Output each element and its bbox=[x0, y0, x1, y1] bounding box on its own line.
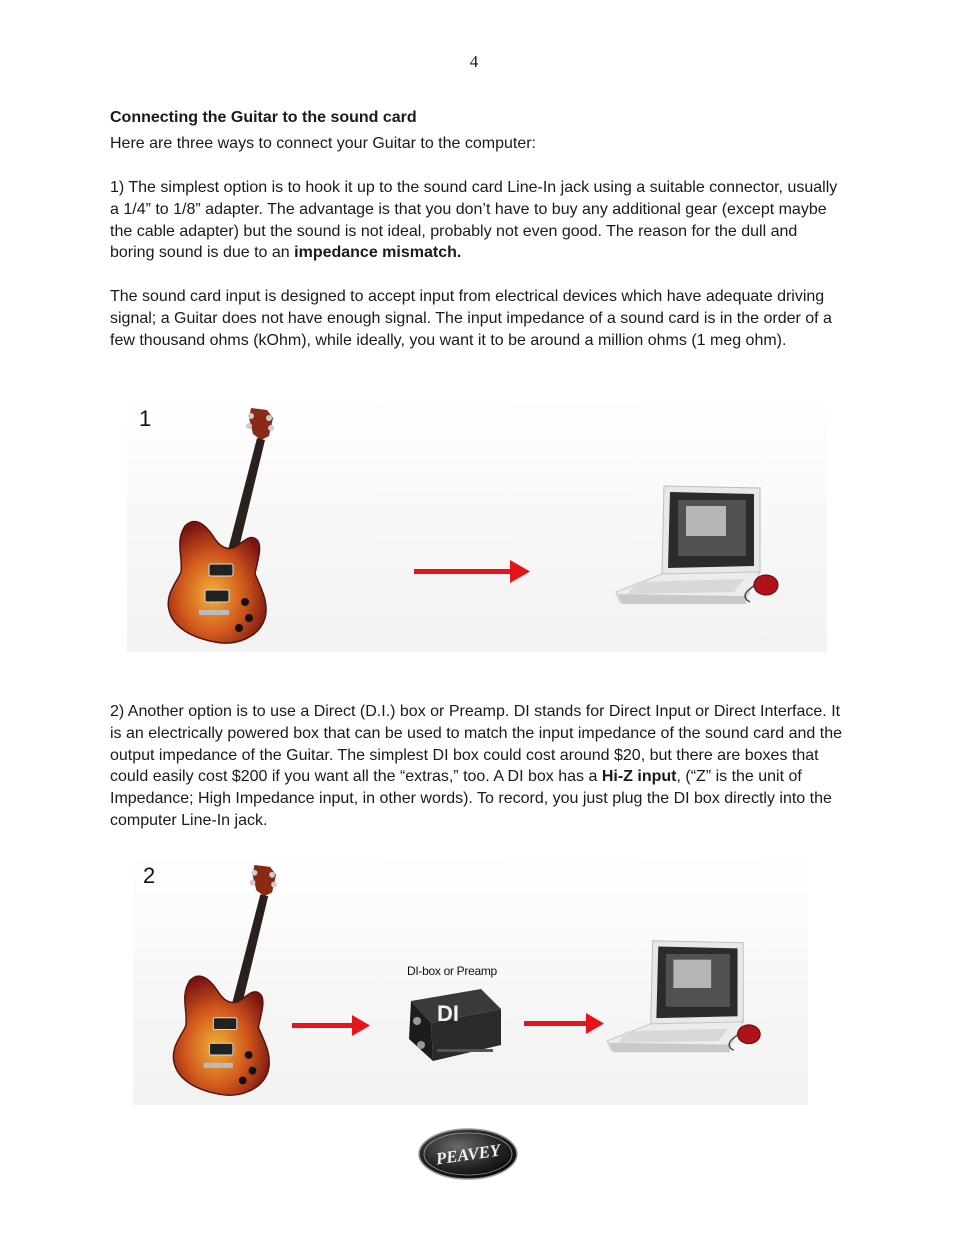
paragraph-impedance: The sound card input is designed to accept input from electrical devices which have adequate driving signal; a Guitar does not have enough signal. The input impedance of a sound card is in the order of a few thousand ohms (kOhm), while ideally, you want it to be around a million ohms (1 meg ohm). bbox=[110, 288, 832, 349]
di-box-label: DI-box or Preamp bbox=[407, 964, 497, 978]
arrow-icon bbox=[522, 1011, 606, 1037]
diagram-direct-connection bbox=[127, 398, 827, 652]
paragraph-option-2 bbox=[110, 701, 845, 832]
di-box-icon bbox=[401, 987, 505, 1063]
diagram-number: 1 bbox=[139, 406, 152, 431]
bold-term: impedance mismatch. bbox=[294, 244, 462, 262]
paragraph-text: 1) The simplest option is to hook it up to the sound card Line-In jack using a suitable connector, usually a 1/4” to 1/8” adapter. The advantage is that you don’t have to buy any additional gear (except maybe the cable adapter) but the sound is not ideal, probably not even good. The reason for the dull and boring sound is due to an bbox=[110, 179, 838, 262]
guitar-icon bbox=[169, 863, 289, 1103]
diagram-di-connection bbox=[133, 853, 808, 1105]
paragraph-option-1 bbox=[110, 177, 845, 264]
arrow-icon bbox=[412, 558, 532, 586]
paragraph-text: , (“Z” is the unit of Impedance; High Impedance input, in other words). To record, you just plug the DI box directly into the computer Line-In jack. bbox=[110, 768, 832, 829]
arrow-icon bbox=[290, 1013, 372, 1039]
bold-term: Hi-Z input bbox=[601, 768, 677, 786]
laptop-icon bbox=[603, 937, 773, 1055]
guitar-icon bbox=[165, 406, 285, 651]
intro-paragraph: Here are three ways to connect your Guitar to the computer: bbox=[110, 135, 536, 152]
peavey-logo-icon bbox=[418, 1128, 518, 1180]
di-box-text: DI bbox=[437, 1001, 459, 1026]
logo-text: PEAVEY bbox=[434, 1140, 502, 1169]
section-heading: Connecting the Guitar to the sound card bbox=[110, 109, 417, 126]
page-number: 4 bbox=[469, 52, 479, 71]
laptop-icon bbox=[614, 482, 789, 607]
paragraph-text: 2) Another option is to use a Direct (D.I.) box or Preamp. DI stands for Direct Input or Direct Interface. It is an electrically powered box that can be used to match the input impedance of the sound card and the output impedance of the Guitar. The simplest DI box could cost around $20, but there are boxes that could easily cost $200 if you want all the “extras,” too. A DI box has a bbox=[110, 703, 843, 786]
diagram-number: 2 bbox=[143, 863, 156, 888]
